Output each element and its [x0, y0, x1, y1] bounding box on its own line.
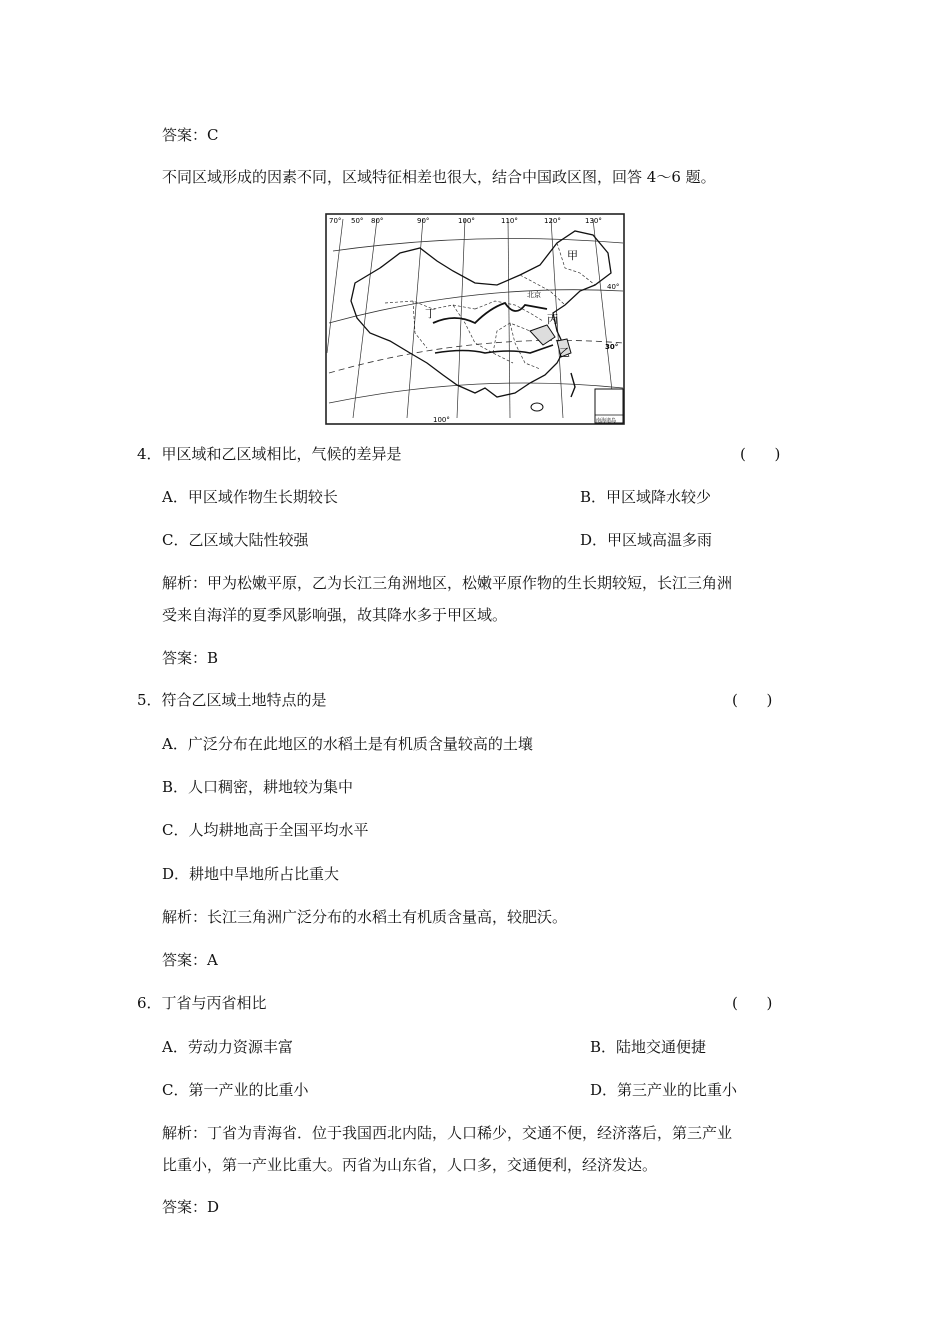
q5-option-a[interactable]: A．广泛分布在此地区的水稻土是有机质含量较高的土壤 [162, 735, 533, 753]
inset-label: 南海诸岛 [596, 418, 617, 424]
q4-option-d[interactable]: D．甲区域高温多雨 [580, 531, 713, 549]
lon-label-100: 100° [458, 217, 475, 225]
group-stem: 不同区域形成的因素不同，区域特征相差也很大，结合中国政区图，回答 4～6 题。 [162, 168, 716, 186]
q5-option-d[interactable]: D．耕地中旱地所占比重大 [162, 865, 340, 883]
lon-label-110: 110° [501, 217, 518, 225]
q5-option-b[interactable]: B．人口稠密，耕地较为集中 [162, 778, 354, 796]
previous-answer: 答案：C [162, 126, 219, 144]
q6-option-c[interactable]: C．第一产业的比重小 [162, 1081, 309, 1099]
q6-option-a[interactable]: A．劳动力资源丰富 [162, 1038, 293, 1056]
region-label-yi: 乙 [559, 346, 570, 359]
q4-answer: 答案：B [162, 649, 219, 667]
q6-option-b[interactable]: B．陆地交通便捷 [590, 1038, 707, 1056]
q6-analysis-line-2: 比重小，第一产业比重大。丙省为山东省，人口多，交通便利，经济发达。 [162, 1156, 658, 1174]
q5-answer: 答案：A [162, 951, 218, 969]
city-label-beijing: 北京 [527, 291, 541, 299]
q5-stem: 5．符合乙区域土地特点的是 [137, 691, 327, 709]
q6-answer-paren: ( ) [732, 994, 773, 1012]
q5-analysis: 解析：长江三角洲广泛分布的水稻土有机质含量高，较肥沃。 [162, 908, 568, 926]
lat-label-40: 40° [607, 283, 620, 291]
q4-answer-paren: ( ) [740, 445, 781, 463]
bottom-lon-label-100: 100° [433, 416, 450, 424]
region-label-ding: 丁 [425, 307, 436, 320]
q6-option-d[interactable]: D．第三产业的比重小 [590, 1081, 738, 1099]
china-map-figure [325, 213, 625, 425]
region-label-jia: 甲 [567, 249, 578, 262]
q4-option-b[interactable]: B．甲区域降水较少 [580, 488, 712, 506]
q4-analysis-line-2: 受来自海洋的夏季风影响强，故其降水多于甲区域。 [162, 606, 508, 624]
lon-label-70: 70° [329, 217, 342, 225]
q6-stem: 6．丁省与丙省相比 [137, 994, 267, 1012]
lon-label-120: 120° [544, 217, 561, 225]
q5-answer-paren: ( ) [732, 691, 773, 709]
lon-label-130: 130° [585, 217, 602, 225]
q5-option-c[interactable]: C．人均耕地高于全国平均水平 [162, 821, 369, 839]
q4-option-a[interactable]: A．甲区域作物生长期较长 [162, 488, 338, 506]
region-label-bing: 丙 [547, 313, 558, 326]
q4-option-c[interactable]: C．乙区域大陆性较强 [162, 531, 309, 549]
lon-label-50: 50° [351, 217, 364, 225]
q6-answer: 答案：D [162, 1198, 220, 1216]
lon-label-80: 80° [371, 217, 384, 225]
lon-label-90: 90° [417, 217, 430, 225]
q4-analysis-line-1: 解析：甲为松嫩平原，乙为长江三角洲地区，松嫩平原作物的生长期较短，长江三角洲 [162, 574, 733, 592]
q4-stem: 4．甲区域和乙区域相比，气候的差异是 [137, 445, 402, 463]
lat-label-30: 30° [605, 343, 619, 351]
q6-analysis-line-1: 解析：丁省为青海省．位于我国西北内陆，人口稀少，交通不便，经济落后，第三产业 [162, 1124, 733, 1142]
